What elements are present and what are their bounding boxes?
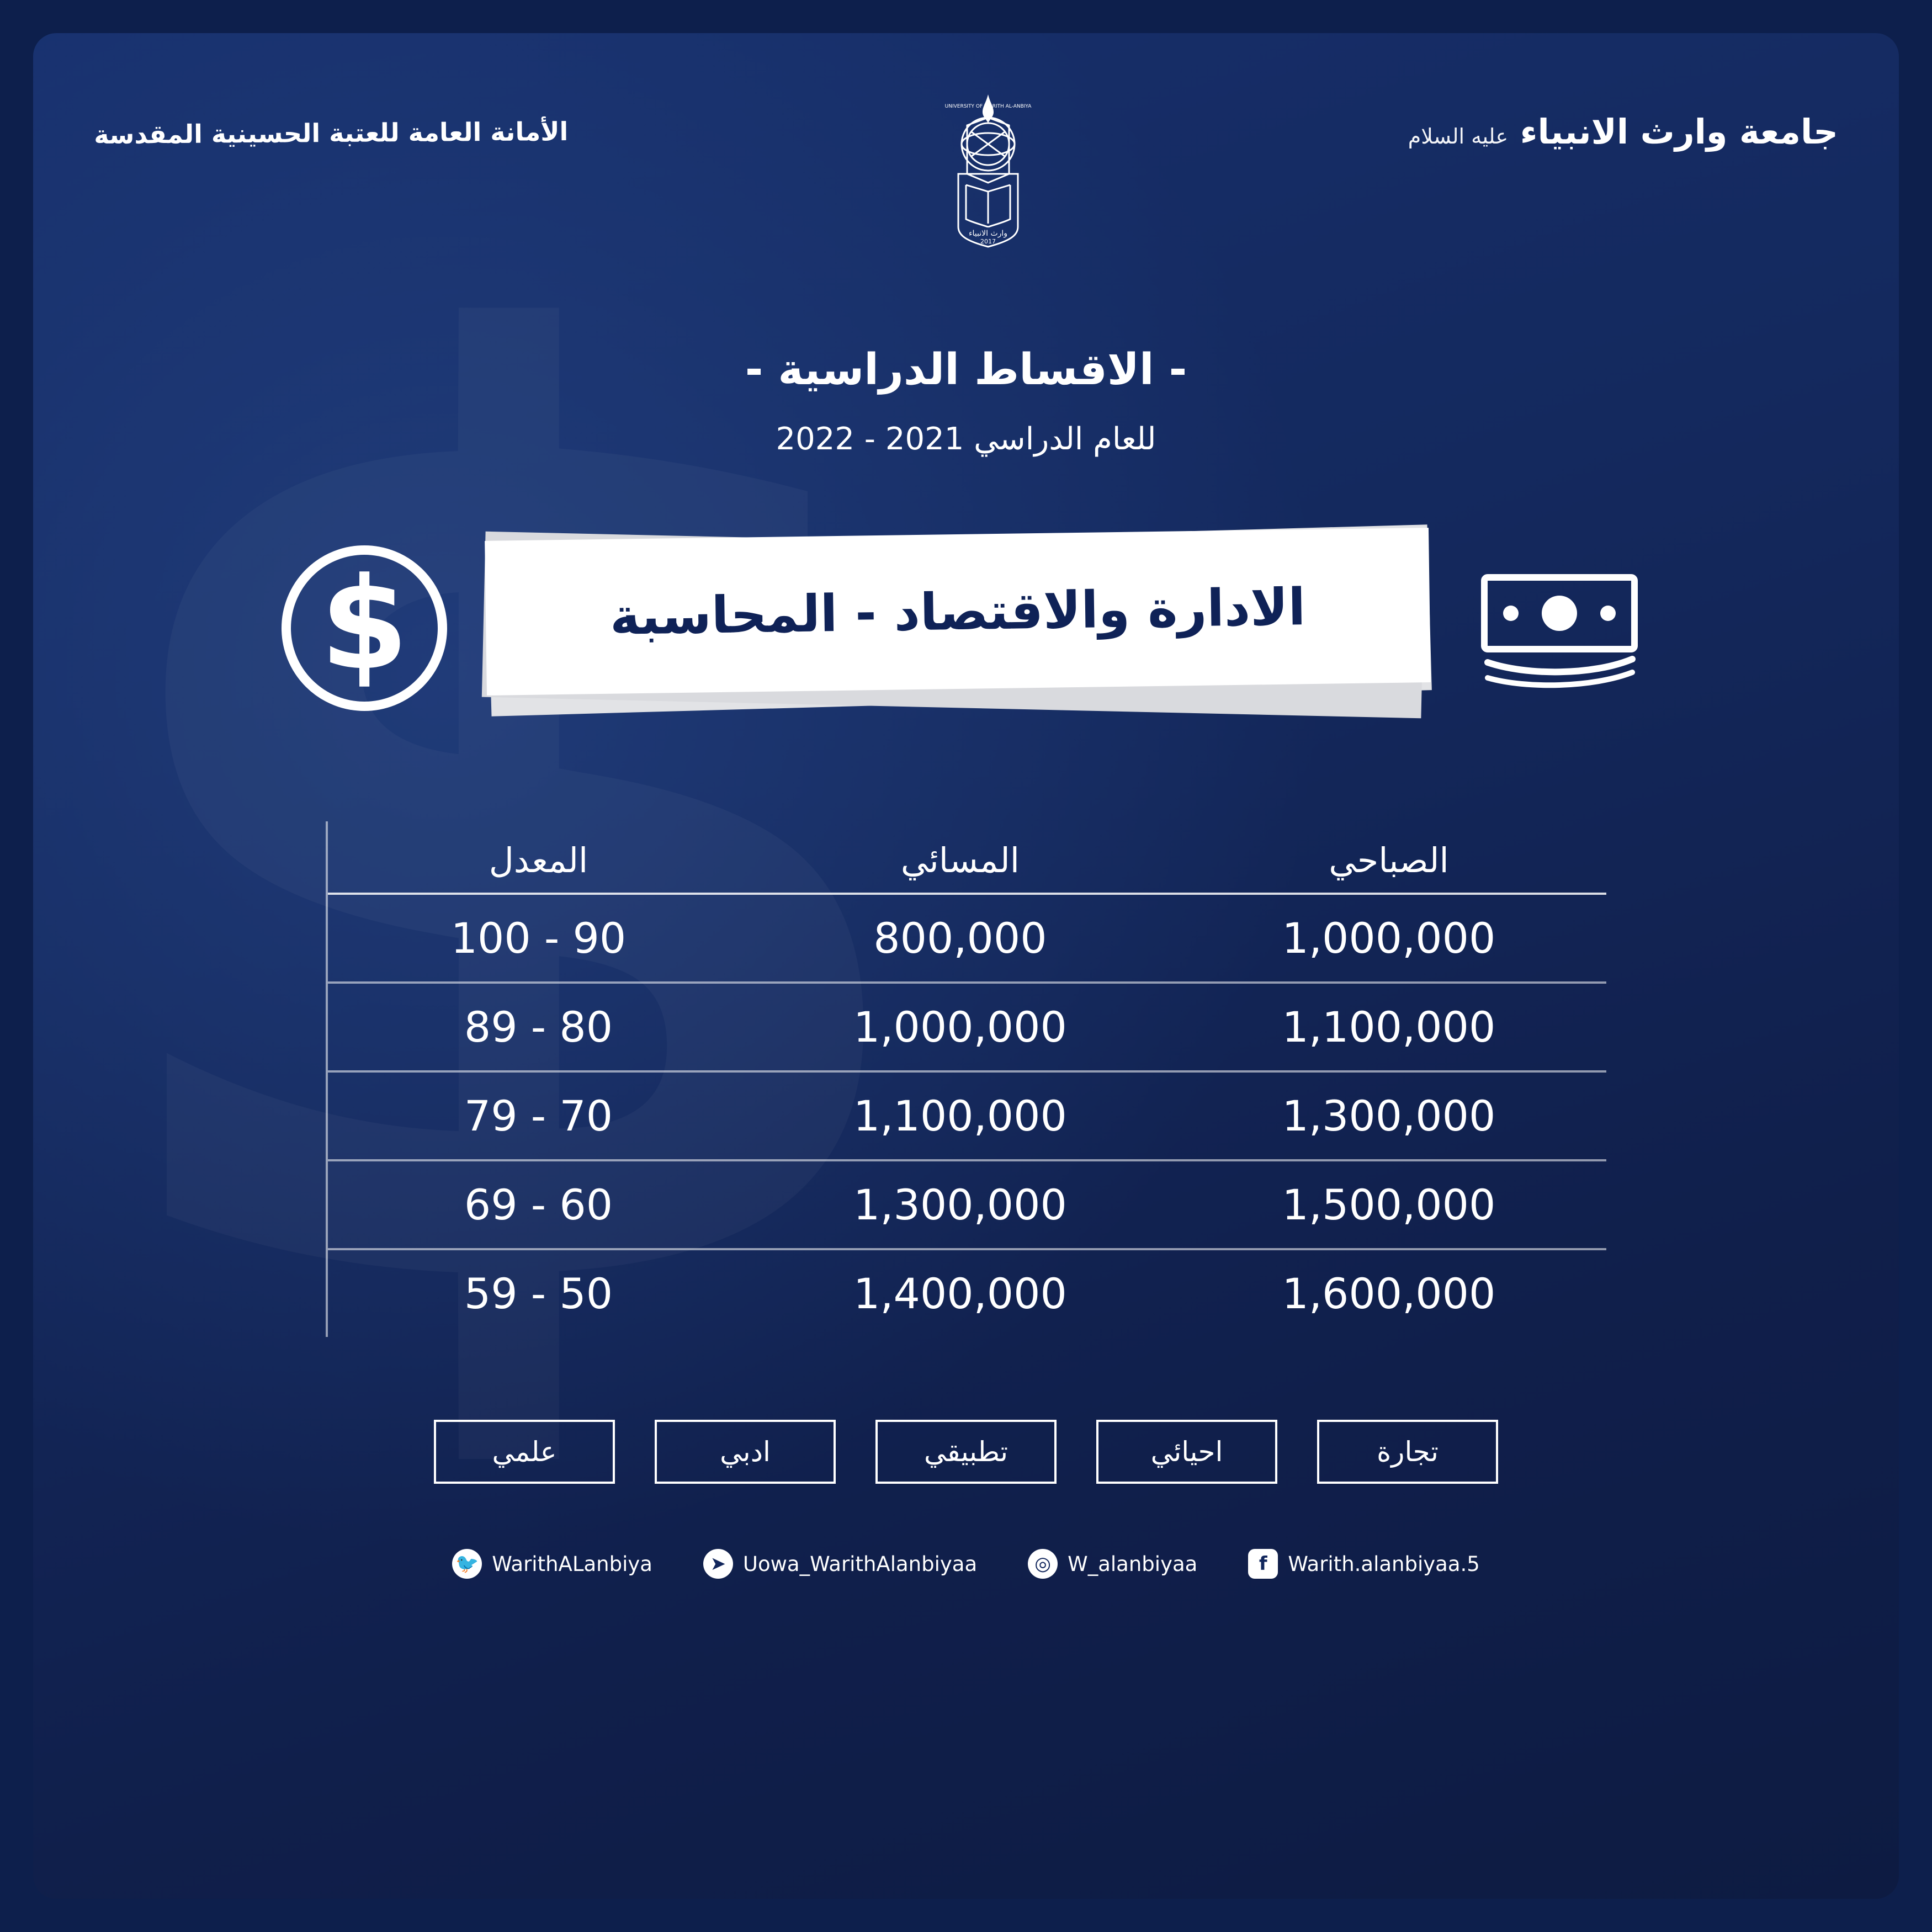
crest-icon bbox=[905, 91, 1071, 251]
header-morning: الصباحي bbox=[1329, 840, 1449, 880]
instagram-icon: ◎ bbox=[1028, 1549, 1058, 1579]
branch-tags bbox=[33, 1420, 1899, 1484]
social-twitter[interactable] bbox=[452, 1549, 652, 1579]
twitter-icon: 🐦 bbox=[452, 1549, 482, 1579]
cell-morning: 1,300,000 bbox=[1282, 1091, 1496, 1140]
cell-rate: 60 - 69 bbox=[327, 1160, 749, 1249]
table-row bbox=[327, 1071, 1606, 1160]
endowment-name: الأمانة العامة للعتبة الحسينية المقدسة bbox=[94, 116, 569, 150]
cell-rate: 90 - 100 bbox=[327, 894, 749, 983]
banknote-icon bbox=[1468, 567, 1650, 689]
fees-table-head bbox=[327, 821, 1606, 894]
table-row bbox=[327, 894, 1606, 983]
crest-year: 2017 bbox=[980, 238, 996, 245]
table-row bbox=[327, 983, 1606, 1071]
tag-ilmi: علمي bbox=[434, 1420, 615, 1484]
social-instagram[interactable] bbox=[1028, 1549, 1197, 1579]
header-evening: المسائي bbox=[900, 840, 1020, 880]
banner-paper-front bbox=[485, 528, 1431, 696]
coin-icon bbox=[282, 545, 447, 711]
cell-evening: 800,000 bbox=[873, 914, 1047, 963]
table-header-row bbox=[327, 821, 1606, 894]
cell-evening: 1,000,000 bbox=[853, 1002, 1067, 1052]
header bbox=[33, 33, 1899, 251]
fees-table-wrap bbox=[326, 821, 1606, 1337]
crest-bottom-text: وارث الانبياء bbox=[968, 229, 1007, 238]
poster-card bbox=[33, 33, 1899, 1899]
cell-morning: 1,500,000 bbox=[1282, 1180, 1496, 1229]
university-name-suffix: عليه السلام bbox=[1408, 124, 1509, 148]
cell-morning: 1,100,000 bbox=[1282, 1002, 1496, 1052]
page-subtitle: للعام الدراسي 2021 - 2022 bbox=[776, 421, 1156, 457]
university-crest bbox=[897, 86, 1079, 251]
social-bar bbox=[33, 1549, 1899, 1579]
cell-evening: 1,400,000 bbox=[853, 1269, 1067, 1318]
cell-evening: 1,300,000 bbox=[853, 1180, 1067, 1229]
fees-table-body bbox=[327, 894, 1606, 1337]
cell-morning: 1,600,000 bbox=[1282, 1269, 1496, 1318]
department-banner-row bbox=[33, 518, 1899, 739]
university-name-main: جامعة وارث الانبياء bbox=[1520, 112, 1838, 152]
university-name bbox=[1408, 86, 1838, 151]
tag-tatbiqi: تطبيقي bbox=[875, 1420, 1057, 1484]
table-row bbox=[327, 1160, 1606, 1249]
telegram-icon: ➤ bbox=[703, 1549, 733, 1579]
title-block bbox=[33, 345, 1899, 457]
telegram-handle: Uowa_WarithAlanbiyaa bbox=[742, 1552, 978, 1576]
department-name: الادارة والاقتصاد - المحاسبة bbox=[609, 577, 1306, 646]
crest-top-text: UNIVERSITY OF WARITH AL-ANBIYA bbox=[944, 104, 1032, 109]
cell-rate: 50 - 59 bbox=[327, 1249, 749, 1337]
tag-ahyai: احيائي bbox=[1096, 1420, 1277, 1484]
banknote-icon-svg bbox=[1477, 567, 1642, 689]
tag-adabi: ادبي bbox=[655, 1420, 836, 1484]
fees-table bbox=[326, 821, 1606, 1337]
cell-morning: 1,000,000 bbox=[1282, 914, 1496, 963]
page-title: - الاقساط الدراسية - bbox=[745, 345, 1187, 395]
department-banner bbox=[480, 518, 1435, 739]
cell-evening: 1,100,000 bbox=[853, 1091, 1067, 1140]
instagram-handle: W_alanbiyaa bbox=[1068, 1552, 1198, 1576]
social-telegram[interactable] bbox=[703, 1549, 977, 1579]
social-facebook[interactable] bbox=[1248, 1549, 1480, 1579]
tag-tijara: تجارة bbox=[1317, 1420, 1498, 1484]
facebook-handle: Warith.alanbiyaa.5 bbox=[1288, 1552, 1480, 1576]
cell-rate: 80 - 89 bbox=[327, 983, 749, 1071]
twitter-handle: WarithALanbiya bbox=[492, 1552, 652, 1576]
facebook-icon: f bbox=[1248, 1549, 1278, 1579]
header-rate: المعدل bbox=[327, 821, 749, 894]
cell-rate: 70 - 79 bbox=[327, 1071, 749, 1160]
coin-dollar-symbol: $ bbox=[320, 551, 409, 698]
table-row bbox=[327, 1249, 1606, 1337]
